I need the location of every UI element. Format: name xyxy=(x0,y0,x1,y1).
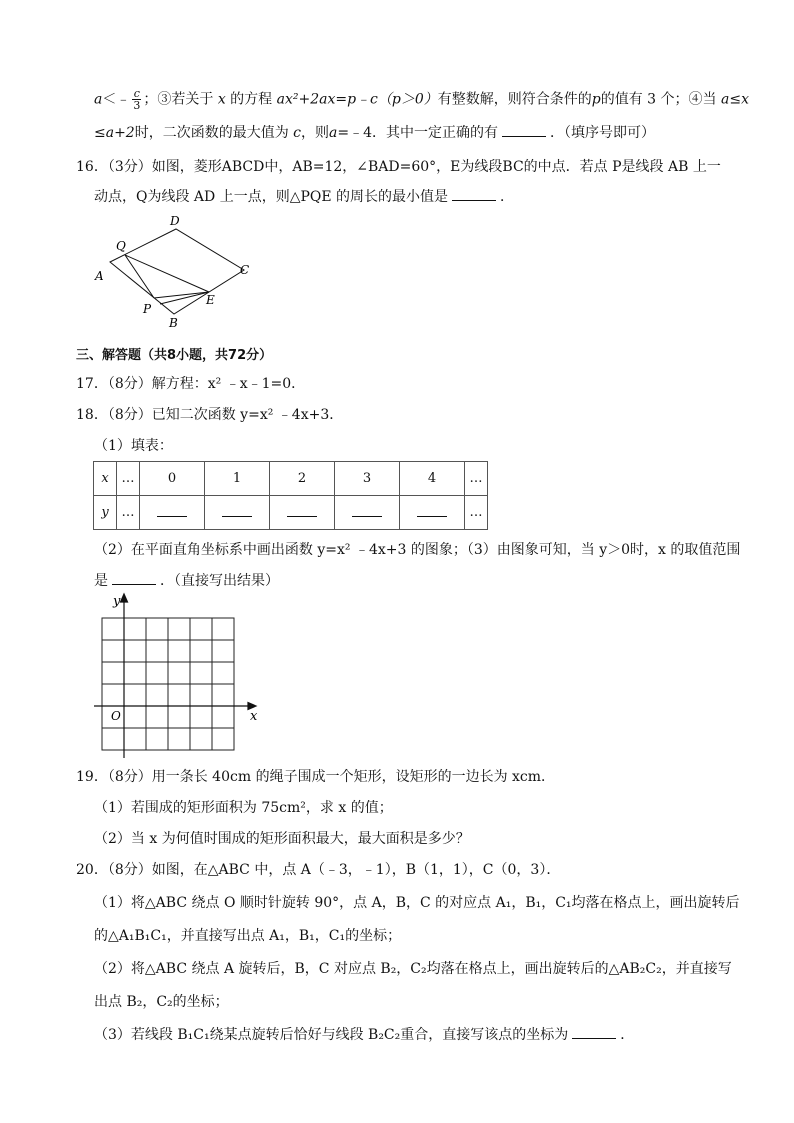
q15-answer-blank[interactable] xyxy=(502,124,546,137)
y-blank[interactable] xyxy=(157,516,187,517)
y-blank[interactable] xyxy=(287,516,317,517)
table-cell: 0 xyxy=(140,462,205,496)
label-c: C xyxy=(240,263,250,277)
q15-p: p xyxy=(591,91,601,108)
rhombus-figure xyxy=(88,212,258,336)
q20-sub3 xyxy=(94,1026,634,1044)
q19 xyxy=(76,768,555,786)
q15-text1: ；③若关于 xyxy=(143,91,214,108)
table-input-cell[interactable] xyxy=(270,496,335,530)
label-a: A xyxy=(95,269,104,283)
q16-answer-blank[interactable] xyxy=(452,188,496,201)
q18 xyxy=(76,406,343,424)
q15-equation: ax²+2ax=p﹣c（p＞0） xyxy=(276,91,438,108)
q20-sub3-end: ． xyxy=(620,1027,635,1043)
q18-sub2-text2: ．（直接写出结果） xyxy=(160,573,279,589)
label-q: Q xyxy=(116,239,126,253)
q16-text2: 动点，Q为线段 AD 上一点，则△PQE 的周长的最小值是 xyxy=(94,189,449,205)
q16-text-end: ． xyxy=(500,189,515,205)
table-cell: 4 xyxy=(400,462,465,496)
q20-sub1-line2: 的△A₁B₁C₁，并直接写出点 A₁，B₁，C₁的坐标； xyxy=(94,928,402,944)
q18-answer-blank[interactable] xyxy=(112,572,156,585)
q18-sub2-line1: （2）在平面直角坐标系中画出函数 y=x² ﹣4x+3 的图象；（3）由图象可知，当 y＞0时，x 的取值范围 xyxy=(94,542,741,558)
label-d: D xyxy=(170,214,180,228)
q20-text: （8分）如图，在△ABC 中，点 A（﹣3，﹣1），B（1，1），C（0，3）． xyxy=(107,862,561,878)
origin-label: O xyxy=(111,709,121,723)
q20-number: 20． xyxy=(76,862,108,878)
y-blank[interactable] xyxy=(352,516,382,517)
rhombus-abcd xyxy=(110,229,244,314)
q15-line1 xyxy=(94,88,749,111)
q20-sub2-line1: （2）将△ABC 绕点 A 旋转后，B，C 对应点 B₂，C₂均落在格点上，画出旋转后的△AB₂C₂，并直接写 xyxy=(94,961,732,977)
coordinate-grid xyxy=(92,592,264,760)
q20-answer-blank[interactable] xyxy=(572,1026,616,1039)
q16-text1: （3分）如图，菱形ABCD中，AB=12，∠BAD=60°，E为线段BC的中点．若点 P是线段 AB 上一 xyxy=(107,159,721,175)
table-cell: 2 xyxy=(270,462,335,496)
q15-text5: 时，二次函数的最大值为 xyxy=(134,125,289,141)
q15-lt: ＜﹣ xyxy=(102,91,131,108)
table-row-x xyxy=(94,462,488,496)
q18-sub1: （1）填表： xyxy=(94,438,173,454)
table-cell: … xyxy=(117,462,140,496)
q16-line1 xyxy=(76,158,721,176)
table-input-cell[interactable] xyxy=(205,496,270,530)
q20-sub2-line2: 出点 B₂，C₂的坐标； xyxy=(94,994,229,1010)
q20-sub3-text: （3）若线段 B₁C₁绕某点旋转后恰好与线段 B₂C₂重合，直接写该点的坐标为 xyxy=(94,1027,569,1043)
table-cell: … xyxy=(465,496,488,530)
q19-sub1: （1）若围成的矩形面积为 75cm²，求 x 的值； xyxy=(94,800,393,816)
table-cell: x xyxy=(94,462,117,496)
q15-c: c xyxy=(293,125,302,141)
y-axis-arrow xyxy=(121,594,128,602)
q15-x: x xyxy=(217,91,226,108)
section-title: 三、解答题（共8小题，共72分） xyxy=(76,348,273,363)
table-input-cell[interactable] xyxy=(400,496,465,530)
table-input-cell[interactable] xyxy=(335,496,400,530)
q15-line2 xyxy=(94,124,655,142)
q18-sub2-text1: 是 xyxy=(94,573,108,589)
table-row-y xyxy=(94,496,488,530)
q15-text7: =﹣4．其中一定正确的有 xyxy=(337,125,499,141)
q19-sub2: （2）当 x 为何值时围成的矩形面积最大，最大面积是多少？ xyxy=(94,831,470,847)
q15-fraction xyxy=(132,88,141,111)
y-blank[interactable] xyxy=(222,516,252,517)
q17-number: 17． xyxy=(76,376,108,392)
y-axis-label: y xyxy=(113,594,121,609)
segment-pe-aux xyxy=(160,292,209,304)
q15-text3: 有整数解，则符合条件的 xyxy=(437,91,592,108)
q15-cond: a≤x xyxy=(721,91,749,108)
x-axis-label: x xyxy=(250,709,258,724)
q18-sub2-line2 xyxy=(94,572,279,590)
q15-text2: 的方程 xyxy=(230,91,273,108)
y-blank[interactable] xyxy=(417,516,447,517)
table-cell: … xyxy=(465,462,488,496)
q18-text: （8分）已知二次函数 y=x² ﹣4x+3． xyxy=(107,407,344,423)
q19-text: （8分）用一条长 40cm 的绳子围成一个矩形，设矩形的一边长为 xcm． xyxy=(107,769,556,785)
q16-number: 16． xyxy=(76,159,108,175)
q15-text8: ．（填序号即可） xyxy=(550,125,656,141)
q18-number: 18． xyxy=(76,407,108,423)
value-table xyxy=(93,461,488,530)
q16-line2 xyxy=(94,188,514,206)
q17 xyxy=(76,375,305,393)
q15-cond2: ≤a+2 xyxy=(94,125,135,141)
table-input-cell[interactable] xyxy=(140,496,205,530)
label-p: P xyxy=(143,302,152,316)
q19-number: 19． xyxy=(76,769,108,785)
table-cell: 3 xyxy=(335,462,400,496)
label-e: E xyxy=(206,293,215,307)
q20-sub1-line1: （1）将△ABC 绕点 O 顺时针旋转 90°，点 A，B，C 的对应点 A₁，B₁，C₁均落在格点上，画出旋转后 xyxy=(94,895,740,911)
table-cell: y xyxy=(94,496,117,530)
q20 xyxy=(76,861,560,879)
table-cell: 1 xyxy=(205,462,270,496)
q15-a: a xyxy=(94,91,103,108)
q17-text: （8分）解方程：x² ﹣x﹣1=0． xyxy=(107,376,306,392)
q15-text4: 的值有 3 个；④当 xyxy=(600,91,717,108)
q15-frac-num: c xyxy=(133,87,140,100)
q15-aval: a xyxy=(329,125,338,141)
table-cell: … xyxy=(117,496,140,530)
label-b: B xyxy=(169,316,178,330)
q15-frac-den: 3 xyxy=(133,99,141,112)
q15-text6: ，则 xyxy=(301,125,330,141)
